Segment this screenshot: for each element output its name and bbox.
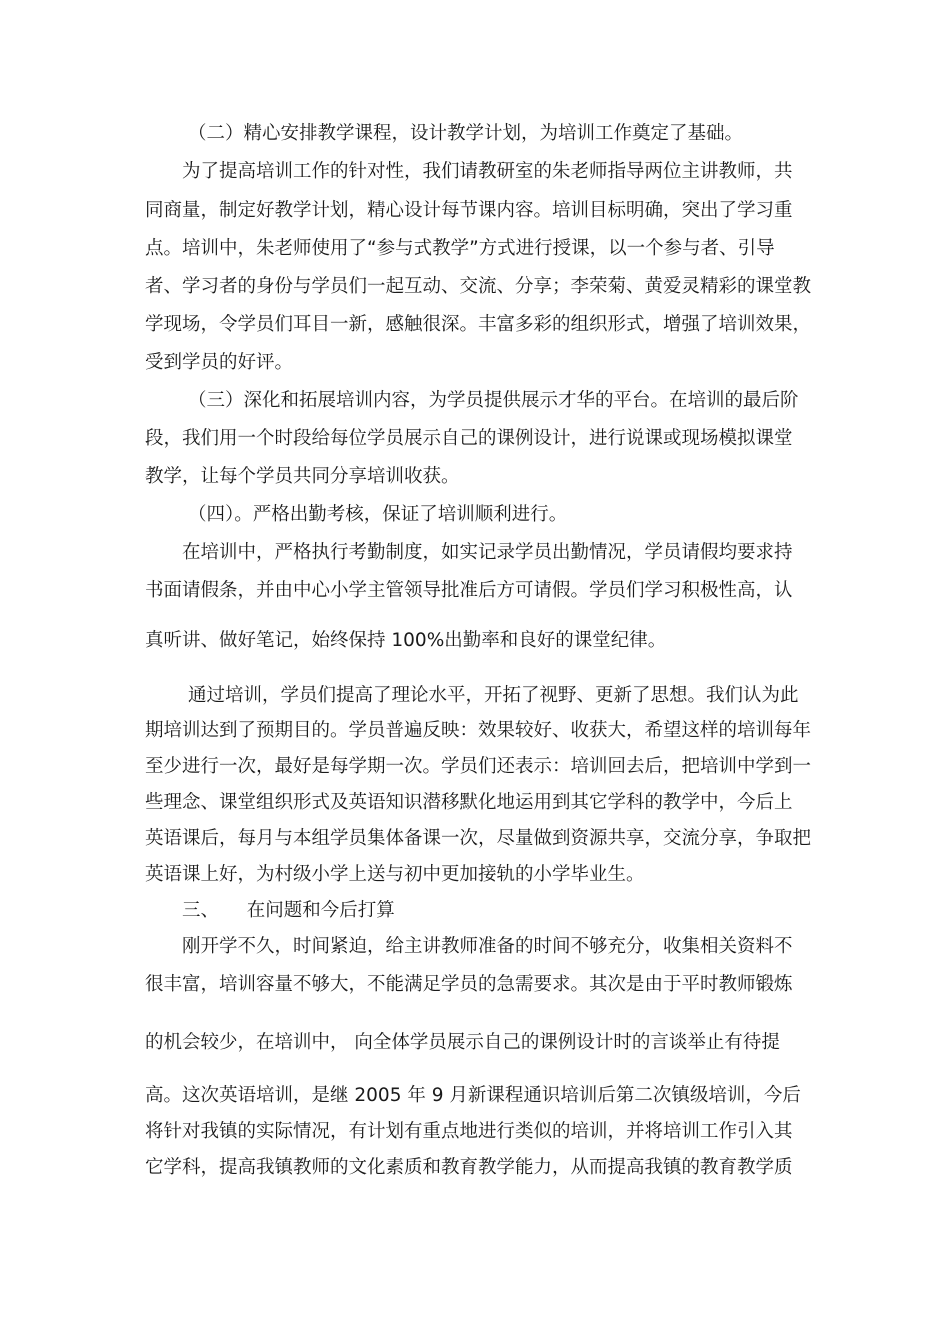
paragraph-line: 将针对我镇的实际情况，有计划有重点地进行类似的培训，并将培训工作引入其 (145, 1121, 793, 1142)
paragraph-line: 同商量，制定好教学计划，精心设计每节课内容。培训目标明确，突出了学习重 (145, 200, 793, 221)
paragraph-line: 它学科，提高我镇教师的文化素质和教育教学能力，从而提高我镇的教育教学质 (145, 1157, 793, 1178)
paragraph-line: 受到学员的好评。 (145, 352, 294, 373)
paragraph-line: 学现场，令学员们耳目一新，感触很深。丰富多彩的组织形式，增强了培训效果， (145, 314, 812, 335)
paragraph-line: 段，我们用一个时段给每位学员展示自己的课例设计，进行说课或现场模拟课堂 (145, 428, 793, 449)
paragraph-line: 为了提高培训工作的针对性，我们请教研室的朱老师指导两位主讲教师，共 (182, 161, 793, 182)
paragraph-line: 者、学习者的身份与学员们一起互动、交流、分享；李荣菊、黄爱灵精彩的课堂教 (145, 276, 812, 297)
paragraph-line: 英语课上好，为村级小学上送与初中更加接轨的小学毕业生。 (145, 864, 645, 885)
paragraph-line: 高。这次英语培训，是继 2005 年 9 月新课程通识培训后第二次镇级培训，今后 (145, 1085, 801, 1106)
heading-section-three: 三、 在问题和今后打算 (182, 900, 395, 921)
paragraph-line: 至少进行一次，最好是每学期一次。学员们还表示：培训回去后，把培训中学到一 (145, 756, 812, 777)
paragraph-line: 真听讲、做好笔记，始终保持 100%出勤率和良好的课堂纪律。 (145, 630, 667, 651)
paragraph-line: 期培训达到了预期目的。学员普遍反映：效果较好、收获大，希望这样的培训每年 (145, 720, 812, 741)
paragraph-line: 的机会较少，在培训中， 向全体学员展示自己的课例设计时的言谈举止有待提 (145, 1032, 780, 1053)
paragraph-line: 很丰富，培训容量不够大，不能满足学员的急需要求。其次是由于平时教师锻炼 (145, 974, 793, 995)
paragraph-line: 些理念、课堂组织形式及英语知识潜移默化地运用到其它学科的教学中，今后上 (145, 792, 793, 813)
paragraph-line: 英语课后，每月与本组学员集体备课一次，尽量做到资源共享，交流分享，争取把 (145, 828, 812, 849)
paragraph-line: 点。培训中，朱老师使用了“参与式教学”方式进行授课，以一个参与者、引导 (145, 238, 775, 259)
paragraph-line: 通过培训，学员们提高了理论水平，开拓了视野、更新了思想。我们认为此 (188, 685, 799, 706)
paragraph-line: 书面请假条，并由中心小学主管领导批准后方可请假。学员们学习积极性高，认 (145, 580, 793, 601)
paragraph-line: 在培训中，严格执行考勤制度，如实记录学员出勤情况，学员请假均要求持 (182, 542, 793, 563)
paragraph-line: 刚开学不久，时间紧迫，给主讲教师准备的时间不够充分，收集相关资料不 (182, 936, 793, 957)
heading-section-4: （四）。严格出勤考核，保证了培训顺利进行。 (188, 504, 568, 525)
heading-section-2: （二）精心安排教学课程，设计教学计划，为培训工作奠定了基础。 (188, 123, 744, 144)
heading-section-3: （三）深化和拓展培训内容，为学员提供展示才华的平台。在培训的最后阶 (188, 390, 799, 411)
paragraph-line: 教学，让每个学员共同分享培训收获。 (145, 466, 460, 487)
